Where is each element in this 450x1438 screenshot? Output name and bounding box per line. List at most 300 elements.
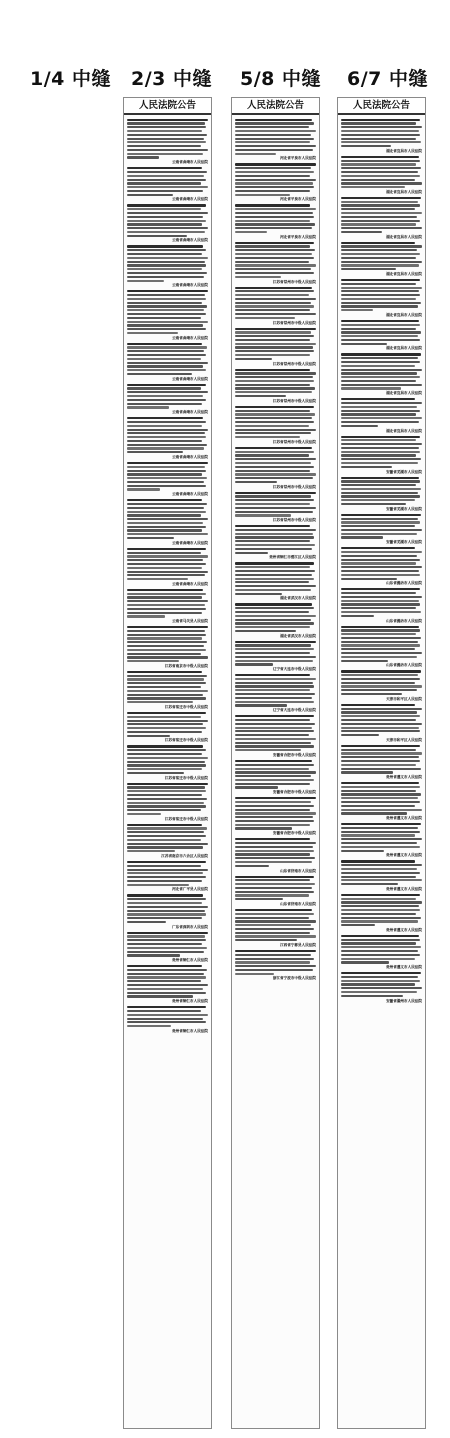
notice-text-line [127,130,202,132]
notice-text-line [341,566,422,568]
notice-text-line [127,503,207,505]
notice-text-line [341,294,420,296]
notice-text-line [341,983,415,985]
notice-text-line [341,734,379,736]
court-notice [127,119,208,166]
notice-text-line [235,387,315,389]
court-notice [127,783,208,822]
notice-text-line [127,462,208,464]
notice-text-line [235,589,311,591]
notice-text-line [341,838,422,840]
court-notice [341,823,422,858]
notice-text-line [235,701,314,703]
notice-text-line [235,850,314,852]
notice-text-line [341,253,420,255]
notice-text-line [127,421,206,423]
notice-text-line [127,548,206,550]
notice-text-line [127,809,201,811]
notice-text-line [127,932,208,934]
notice-text-line [127,880,202,882]
notice-text-line [127,126,206,128]
notice-text-line [341,723,422,725]
notice-text-line [127,220,206,222]
notice-text-line [235,242,314,244]
notice-text-line [235,290,314,292]
notice-text-line [341,249,417,251]
notice-text-line [127,701,193,703]
notice-text-line [341,257,416,259]
notice-text-line [235,350,314,352]
notice-text-line [235,119,312,121]
notice-text-line [341,641,418,643]
notice-text-line [127,574,205,576]
notice-text-line [235,853,310,855]
notice-text-line [341,335,418,337]
notice-text-line [341,801,420,803]
court-notice [235,562,316,601]
notice-court-name: 湖北省武汉市人民法院 [280,596,316,601]
notice-text-line [127,802,204,804]
notice-text-line [235,354,310,356]
notice-text-line [341,562,416,564]
notice-text-line [235,544,315,546]
notice-text-line [235,369,310,371]
court-notice [341,477,422,512]
notice-text-line [235,783,310,785]
notice-text-line [127,391,208,393]
court-notice [341,588,422,623]
notice-text-line [235,954,311,956]
notice-court-name: 云南省曲靖市人民法院 [172,335,208,340]
notice-text-line [127,354,206,356]
notice-text-line [235,503,310,505]
notice-text-line [341,987,422,989]
court-notice [341,279,422,318]
notice-text-line [341,872,420,874]
notice-court-name: 云南省马关县人民法院 [172,619,208,624]
notice-text-line [235,186,314,188]
notice-text-line [235,935,316,937]
notice-text-line [127,612,202,614]
notice-text-line [341,644,420,646]
notice-court-name: 山东省济南市人民法院 [280,901,316,906]
notice-text-line [235,603,312,605]
notice-text-line [235,425,309,427]
notice-court-name: 云南省曲靖市人民法院 [172,540,208,545]
notice-text-line [341,745,420,747]
notice-text-line [341,629,420,631]
notice-text-line [127,992,206,994]
notice-text-line [127,134,207,136]
notice-text-line [235,153,276,155]
notice-text-line [235,622,314,624]
court-notice [341,626,422,669]
notice-text-line [341,719,416,721]
notice-court-name: 河北省广平县人民法院 [172,887,208,892]
notice-court-name: 云南省曲靖市人民法院 [172,238,208,243]
notice-text-line [235,689,310,691]
notice-text-line [235,745,314,747]
notice-text-line [127,280,164,282]
notice-text-line [235,697,312,699]
notice-court-name: 江苏省常州市中级人民法院 [272,484,316,489]
notice-text-line [235,857,315,859]
notice-text-line [235,421,314,423]
notice-text-line [127,153,203,155]
notice-text-line [235,294,309,296]
notice-text-line [235,771,316,773]
notice-text-line [235,511,313,513]
notice-text-line [341,917,421,919]
notice-text-line [341,343,387,345]
court-notice [235,447,316,490]
notice-text-line [341,134,420,136]
notice-text-line [341,283,416,285]
notice-text-line [235,973,274,975]
notice-text-line [235,865,269,867]
notice-court-name: 浙江省宁波市中级人民法院 [272,976,316,981]
notice-court-name: 贵州省铜仁市人民法院 [172,1028,208,1033]
notice-text-line [235,462,311,464]
notice-text-line [235,432,311,434]
notice-text-line [341,223,416,225]
notice-court-name: 辽宁省大连市中级人民法院 [272,667,316,672]
column-header: 人民法院公告 [124,98,211,115]
notice-text-line [127,831,204,833]
notice-text-line [341,141,421,143]
notice-text-line [127,399,206,401]
notice-court-name: 山东省潍坊市人民法院 [386,581,422,586]
court-notice [127,204,208,243]
notice-text-line [341,387,401,389]
notice-text-line [127,935,205,937]
notice-text-line [127,649,206,651]
notice-text-line [235,208,316,210]
notice-text-line [127,204,206,206]
notice-text-line [235,969,313,971]
notice-text-line [127,772,184,774]
notice-text-line [127,943,202,945]
notice-text-line [235,913,314,915]
notice-text-line [341,477,419,479]
notice-text-line [341,208,415,210]
notice-text-line [341,704,415,706]
notice-text-line [127,690,208,692]
notice-text-line [235,477,313,479]
notice-text-line [341,376,420,378]
notice-text-line [127,906,208,908]
notice-text-line [127,951,204,953]
notice-text-line [127,630,205,632]
notice-text-line [235,730,314,732]
notice-text-line [235,928,314,930]
notice-text-line [127,604,205,606]
notice-text-line [127,727,206,729]
notice-text-line [235,838,310,840]
notice-text-line [235,182,313,184]
notice-text-line [235,685,314,687]
notice-text-line [127,686,201,688]
notice-text-line [235,958,314,960]
notice-text-line [127,653,201,655]
notice-text-line [341,380,416,382]
notice-text-line [127,466,205,468]
notice-text-line [235,879,310,881]
court-notice [341,894,422,933]
notice-text-line [127,910,205,912]
notice-text-line [235,395,286,397]
notice-text-line [235,175,310,177]
court-notice [127,671,208,710]
notice-text-line [341,600,419,602]
notice-text-line [235,317,295,319]
notice-text-line [127,634,206,636]
notice-court-name: 江苏省常州市中级人民法院 [272,279,316,284]
notice-court-name: 山东省潍坊市人民法院 [386,618,422,623]
notice-text-line [127,984,208,986]
notice-text-line [127,884,189,886]
court-notice [235,641,316,672]
notice-court-name: 天津市和平区人民法院 [386,737,422,742]
notice-court-name: 湖北省宜昌市人民法院 [386,428,422,433]
notice-text-line [341,521,420,523]
notice-text-line [341,514,421,516]
court-notice [235,328,316,367]
notice-text-line [341,122,416,124]
notice-court-name: 江西省宁都县人民法院 [280,943,316,947]
notice-text-line [235,562,314,564]
notice-text-line [127,526,206,528]
notice-text-line [127,235,187,237]
notice-text-line [341,920,418,922]
notice-text-line [341,309,373,311]
notice-text-line [235,965,316,967]
notice-text-line [127,317,201,319]
notice-text-line [341,611,421,613]
notice-text-line [341,163,416,165]
notice-text-line [341,749,416,751]
notice-text-line [235,566,310,568]
notice-court-name: 云南省曲靖市人民法院 [172,410,208,415]
notice-text-line [341,458,421,460]
notice-text-line [341,264,419,266]
notice-text-line [235,261,309,263]
notice-court-name: 江苏省常州市中级人民法院 [272,398,316,403]
notice-text-line [341,846,420,848]
notice-text-line [341,480,420,482]
court-notice [127,417,208,460]
notice-text-line [341,592,416,594]
court-notice [341,242,422,277]
notice-court-name: 贵州省铜仁市碧江区人民法院 [269,555,316,560]
notice-text-line [235,507,316,509]
notice-text-line [341,547,415,549]
notice-text-line [235,298,316,300]
notice-text-line [127,839,201,841]
notice-text-line [127,499,202,501]
notice-text-line [235,652,310,654]
notice-text-line [341,212,422,214]
notice-text-line [341,901,422,903]
notice-text-line [341,596,422,598]
notice-text-line [235,163,316,165]
notice-text-line [235,704,287,706]
notice-text-line [341,782,419,784]
notice-text-line [127,365,203,367]
notice-text-line [127,309,204,311]
notice-text-line [341,768,421,770]
notice-text-line [341,961,389,963]
court-notice [341,156,422,195]
notice-text-line [341,660,388,662]
notice-text-line [127,757,208,759]
notice-text-line [341,685,422,687]
notice-court-name: 安徽省合肥市中级人民法院 [272,790,316,795]
notice-text-line [235,768,309,770]
court-notice [235,406,316,445]
notice-court-name: 江苏省宿迁市中级人民法院 [164,775,208,780]
notice-text-line [341,372,417,374]
notice-court-name: 贵州省遵义市人民法院 [386,775,422,780]
notice-text-line [127,596,202,598]
court-notice [341,353,422,396]
notice-text-line [235,827,292,829]
notice-text-line [127,194,173,196]
notice-text-line [341,950,418,952]
notice-text-line [127,786,205,788]
notice-court-name: 江苏省常州市中级人民法院 [272,439,316,444]
notice-text-line [127,973,204,975]
notice-text-line [127,481,204,483]
notice-text-line [341,369,422,371]
notice-text-line [235,891,314,893]
court-notice [341,119,422,154]
notice-text-line [127,850,175,852]
notice-text-line [127,939,206,941]
notice-text-line [127,917,202,919]
notice-text-line [127,212,208,214]
notice-text-line [127,473,202,475]
notice-text-line [341,913,416,915]
notice-text-line [127,641,207,643]
notice-text-line [235,130,316,132]
notice-text-line [341,797,418,799]
notice-text-line [341,290,419,292]
notice-text-line [341,633,416,635]
notice-text-line [235,760,312,762]
notice-text-line [341,812,407,814]
notice-text-line [127,332,178,334]
notice-court-name: 江苏省常州市中级人民法院 [272,320,316,325]
notice-text-line [127,324,203,326]
notice-text-line [235,846,313,848]
notice-text-line [127,190,203,192]
notice-text-line [127,179,206,181]
notice-text-line [127,514,201,516]
notice-text-line [235,842,316,844]
court-notice [127,384,208,415]
notice-text-line [341,425,378,427]
notice-text-line [341,834,415,836]
notice-text-line [235,167,311,169]
court-notice [127,290,208,340]
notice-text-line [235,961,310,963]
notice-text-line [127,138,204,140]
notice-text-line [235,570,315,572]
court-notice [341,745,422,780]
notice-text-line [341,991,417,993]
notice-text-line [127,511,206,513]
notice-text-line [341,406,417,408]
notice-text-line [235,678,316,680]
notice-text-line [341,175,420,177]
court-notice [235,797,316,836]
notice-text-line [235,660,313,662]
notice-court-name: 江苏省宿迁市中级人民法院 [164,816,208,821]
notice-text-line [341,678,420,680]
notice-text-line [341,935,419,937]
notice-text-line [127,805,206,807]
notice-text-line [341,451,420,453]
notice-text-line [127,249,206,251]
notice-text-line [127,563,206,565]
notice-text-line [341,171,418,173]
notice-text-line [341,145,391,147]
notice-text-line [235,194,290,196]
notice-court-name: 湖北省宜昌市人民法院 [386,346,422,351]
notice-text-line [127,231,205,233]
notice-text-line [127,682,206,684]
notice-text-line [127,921,166,923]
notice-text-line [127,432,205,434]
notice-text-line [235,436,300,438]
notice-text-line [127,537,174,539]
notice-text-line [127,227,208,229]
notice-text-line [235,533,313,535]
notice-court-name: 安徽省芜湖市人民法院 [386,506,422,511]
notice-text-line [235,470,310,472]
notice-text-line [127,976,206,978]
notice-text-line [127,298,206,300]
notice-text-line [127,694,203,696]
notice-text-line [341,160,420,162]
notice-text-line [127,555,208,557]
notice-court-name: 湖北省宜昌市人民法院 [386,234,422,239]
notice-text-line [235,454,309,456]
notice-text-line [127,846,203,848]
notice-text-line [235,615,316,617]
notice-text-line [235,376,313,378]
notice-text-line [235,328,316,330]
notice-text-line [341,898,416,900]
notice-text-line [127,403,202,405]
notice-text-line [127,731,202,733]
court-notice [127,245,208,288]
notice-text-line [235,630,296,632]
notice-text-line [127,175,204,177]
notice-text-line [127,294,205,296]
notice-text-line [235,861,312,863]
notice-text-line [127,156,159,158]
notice-text-line [127,1025,171,1027]
notice-text-line [341,398,415,400]
notice-text-line [127,872,203,874]
notice-text-line [235,358,272,360]
notice-text-line [127,552,201,554]
fold-labels [0,64,450,92]
notice-text-line [235,578,314,580]
notice-court-name: 天津市和平区人民法院 [386,696,422,701]
